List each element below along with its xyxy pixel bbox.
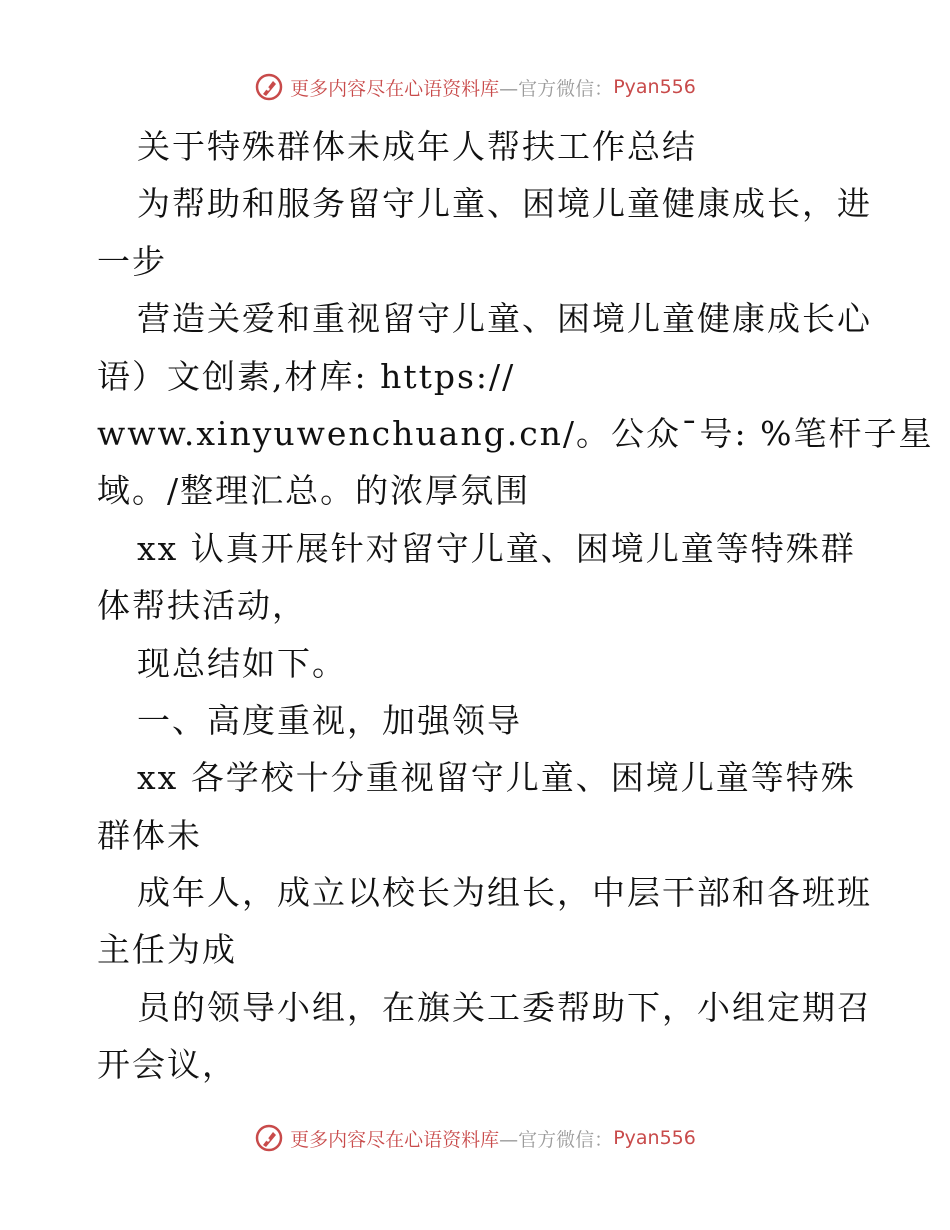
body-line: 员的领导小组，在旗关工委帮助下，小组定期召 bbox=[137, 987, 872, 1027]
banner-wechat-label: —官方微信： bbox=[499, 77, 614, 100]
body-line: 体帮扶活动， bbox=[97, 586, 307, 626]
pen-logo-icon bbox=[254, 72, 284, 102]
body-line: 一步 bbox=[97, 241, 167, 281]
footer-banner bbox=[0, 1123, 950, 1153]
body-line: xx 认真开展针对留守儿童、困境儿童等特殊群 bbox=[137, 528, 856, 568]
body-line: 主任为成 bbox=[97, 930, 237, 970]
banner-wechat-id: Pyan556 bbox=[613, 1127, 696, 1149]
body-line: 现总结如下。 bbox=[137, 643, 347, 683]
body-line: www.xinyuwenchuang.cn/。公众¯号: %笔杆子星 bbox=[97, 413, 934, 453]
header-banner bbox=[0, 72, 950, 102]
body-line: xx 各学校十分重视留守儿童、困境儿童等特殊 bbox=[137, 758, 856, 798]
body-line: 营造关爱和重视留守儿童、困境儿童健康成长心 bbox=[137, 299, 872, 339]
pen-logo-icon bbox=[254, 1123, 284, 1153]
body-line: 域。/整理汇总。的浓厚氛围 bbox=[97, 471, 531, 511]
body-line: 为帮助和服务留守儿童、困境儿童健康成长，进 bbox=[137, 184, 872, 224]
document-title: 关于特殊群体未成年人帮扶工作总结 bbox=[137, 127, 697, 166]
banner-wechat-label: —官方微信： bbox=[499, 1128, 614, 1151]
body-line: 成年人，成立以校长为组长，中层干部和各班班 bbox=[137, 873, 872, 913]
body-line: 群体未 bbox=[97, 815, 202, 855]
document-body bbox=[97, 118, 934, 1094]
banner-main-text: 更多内容尽在心语资料库 bbox=[290, 1128, 500, 1151]
banner-wechat-id: Pyan556 bbox=[613, 76, 696, 98]
section-heading: 一、高度重视，加强领导 bbox=[137, 700, 522, 740]
body-line: 语）文创素,材库: https:// bbox=[97, 356, 516, 396]
banner-main-text: 更多内容尽在心语资料库 bbox=[290, 77, 500, 100]
body-line: 开会议， bbox=[97, 1045, 237, 1085]
